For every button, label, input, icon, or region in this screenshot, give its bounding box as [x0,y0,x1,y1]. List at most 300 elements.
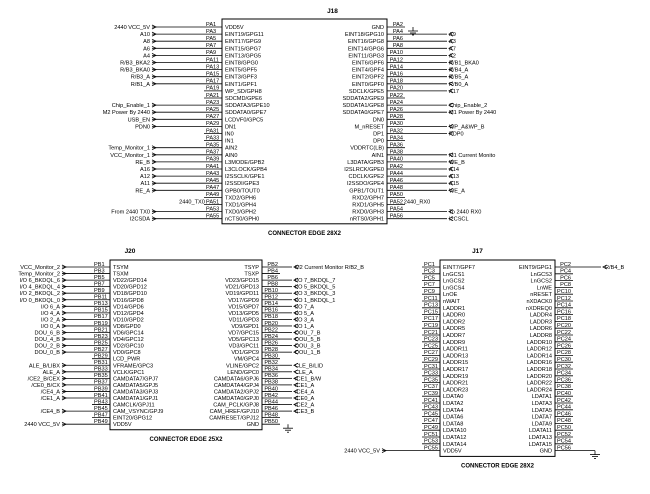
pin-signal: LDATA5 [531,407,552,414]
pin-number: PB12 [264,294,278,301]
pin-signal: LADDR9 [443,339,466,346]
pin-signal: EINT3/GPF3 [225,74,258,81]
net-label: From 2440 TX0 [111,209,150,216]
pin-signal: EINT0/GPF0 [351,81,384,88]
pin-signal: RXD1/GPH5 [352,202,384,209]
net-label: I/O 7_A [295,304,314,311]
pin-number: PB6 [267,274,278,281]
pin-number: PC30 [557,357,571,363]
net-label: /CE1_A [40,396,60,402]
pin-signal: EINT15/GPG7 [225,46,262,53]
pin-signal: TXD1/GPH4 [225,202,257,209]
pin-signal: LADDR21 [443,380,469,387]
pin-number: PA49 [206,192,220,199]
pin-signal: LDATA13 [528,435,552,441]
pin-number: PA54 [389,206,403,213]
net-label: /CE1_B/W [295,376,322,383]
pin-signal: EINT13/GPG5 [225,53,262,60]
pin-signal: AIN2 [225,145,238,152]
pin-number: PB4 [267,268,278,275]
pin-signal: LADDR23 [443,387,469,394]
pin-signal: EINT1/GPF1 [225,81,258,88]
pin-number: PB18 [264,314,278,321]
net-label: /CE3_B [295,409,315,416]
pin-signal: LDATA6 [443,414,464,421]
net-label: /CE0_A [295,396,315,402]
pin-signal: VD21/GPD13 [225,284,259,291]
pin-number: PC20 [557,323,571,329]
pin-signal: VD5/GPC13 [228,337,259,344]
pin-number: PA55 [206,213,220,220]
pin-signal: VD8/GPD0 [113,323,141,330]
pin-number: PC39 [424,391,438,397]
net-label: R/B4_A [449,67,469,74]
pin-number: PC7 [424,282,435,289]
net-label: A7 [449,46,456,53]
pin-number: PB29 [94,353,108,360]
net-label: /CE4_A [295,389,315,396]
pin-number: PA52 [389,199,403,206]
pin-signal: LADDR20 [526,373,552,380]
net-label: DOU_6_B [34,330,60,337]
pin-number: PC52 [557,431,571,438]
pin-number: PB43 [94,399,108,406]
pin-signal: VD3/GPC11 [228,343,259,350]
pin-signal: SDCMD/GPE6 [225,96,262,102]
pin-signal: SDDATA0/GPE7 [342,110,384,117]
net-label: DOU_2_B [34,343,60,350]
pin-signal: M_nRESET [354,124,384,131]
net-label: A13 [449,174,459,181]
net-label: R/B3_BKA0 [120,67,150,74]
net-label: I/O 2_A [41,317,60,324]
net-label: A8 [143,39,150,46]
pin-number: PC22 [557,329,571,336]
net-label: I/O 5_A [295,310,314,317]
net-label: DOU_5_B [295,337,321,344]
net-label: Chip_Enable_2 [449,103,488,110]
net-label: WP_A&WP_B [449,124,485,131]
pin-number: PC41 [424,397,438,404]
pin-signal: LADDR13 [443,353,469,360]
net-label: R/B3_A [130,74,150,81]
pin-number: PA16 [389,71,403,78]
pin-number: PB8 [267,281,278,288]
pin-number: PA56 [389,213,403,220]
pin-signal: LADDR14 [526,353,552,360]
net-label: I/O 5_BKDQL_5 [295,284,336,291]
pin-number: PC36 [557,377,571,384]
pin-number: PA44 [389,170,403,177]
pin-signal: L3MODE/GPB2 [225,159,265,166]
pin-signal: LEND/GPC0 [227,369,259,376]
pin-signal: TSXM [113,271,129,278]
pin-signal: CAMCLK/GPJ11 [113,402,155,409]
pin-number: PA36 [389,142,403,149]
net-label: M2 Power By 2440 [102,110,150,117]
net-label: Chip_Enable_1 [111,103,150,110]
pin-signal: EINT16/GPG8 [347,39,384,46]
pin-signal: GND [539,448,552,455]
pin-number: PB36 [264,373,278,380]
pin-number: PC51 [424,431,438,438]
net-label: I/O 3_A [295,317,314,324]
pin-number: PB11 [94,294,108,301]
pin-number: PC9 [424,289,435,295]
pin-signal: VD13/GPD5 [228,310,259,317]
pin-number: PB49 [94,419,108,425]
pin-number: PB34 [264,366,278,373]
net-label: A15 [449,181,459,188]
pin-signal: SDDATA1/GPE8 [342,103,384,110]
pin-signal: LDATA11 [528,428,552,435]
net-label: I/O 1_BKDQL_1 [295,297,336,304]
pin-signal: VD0/GPC8 [113,350,141,357]
pin-number: PB33 [94,366,108,373]
net-label: WE_B [449,159,465,166]
net-label: /CE1_A [295,382,315,389]
pin-number: PA51 [206,199,220,206]
pin-signal: LDATA4 [443,407,464,414]
pin-signal: VD2/GPC10 [113,343,144,350]
pin-signal: VDD5V [443,448,462,455]
pin-number: PA46 [389,178,403,184]
net-label: CLE_B/LID [295,363,323,370]
pin-number: PA23 [206,99,220,106]
pin-number: PC43 [424,404,438,411]
pin-signal: VD7/GPC15 [228,330,259,337]
pin-number: PB14 [264,301,278,308]
net-label: M2 Current Monitor R/B2_B [295,265,365,271]
pin-number: PA3 [206,28,217,35]
net-label: Temp_Monitor_1 [108,145,150,152]
net-label: I/O 6_A [41,304,60,311]
pin-number: PB9 [94,288,105,294]
pin-signal: EINT14/GPG6 [347,46,384,53]
pin-number: PA41 [206,163,220,170]
pin-signal: SDCLK/GPE5 [348,88,384,95]
pin-number: PA35 [206,142,220,149]
pin-number: PC2 [560,261,571,268]
net-label: R/B0_A [449,81,469,88]
net-label: DOU_3_B [295,343,321,350]
pin-number: PA43 [206,170,220,177]
pin-signal: VD20/GPD12 [113,284,147,291]
pin-number: PA6 [392,36,403,42]
net-label: I/O 0_A [41,323,60,330]
pin-signal: LADDR10 [526,339,552,346]
pin-signal: TSYM [113,265,129,271]
pin-number: PB1 [94,261,105,268]
connector-j20 [18,248,364,443]
pin-number: PB39 [94,386,108,393]
pin-number: PA47 [206,185,220,192]
pin-number: PC1 [424,261,435,268]
pin-number: PC19 [424,323,438,329]
pin-number: PC12 [557,295,571,302]
pin-signal: nXDREQ0 [525,305,552,312]
j18-ref: J18 [327,8,338,15]
pin-number: PC24 [557,336,571,343]
pin-number: PC27 [424,350,438,357]
net-label: DOU_0_B [34,350,60,357]
pin-number: PB26 [264,340,278,347]
pin-number: PC28 [557,350,571,357]
bus-label: 2440_RX0 [403,199,431,206]
pin-number: PA21 [206,92,220,99]
pin-number: PB23 [94,333,108,340]
pin-signal: LnGCS4 [443,285,465,292]
net-label: WE_A [449,188,465,195]
pin-signal: VD1/GPC9 [231,350,259,357]
pin-number: PB46 [264,405,278,412]
pin-number: PA17 [206,78,220,85]
pin-signal: CAMDATA5/GPJ5 [113,382,159,389]
pin-number: PA7 [206,43,217,50]
pin-signal: L3DATA/GPB3 [347,159,384,166]
net-label: VCC_Monitor_2 [20,265,60,271]
pin-signal: EINT20/GPG12 [113,415,153,422]
pin-signal: SDDATA3/GPE10 [225,103,270,110]
pin-signal: LADDR6 [529,326,552,333]
pin-number: PC33 [424,370,438,377]
pin-signal: LADDR18 [526,367,552,373]
pin-signal: VD10/GPD2 [113,317,144,324]
pin-signal: VD22/GPD14 [113,278,147,285]
j17-ref: J17 [472,248,483,255]
pin-number: PA31 [206,128,220,135]
pin-number: PC45 [424,411,438,418]
pin-number: PA9 [206,50,217,57]
pin-number: PC49 [424,425,438,431]
pin-number: PC21 [424,329,438,336]
net-label: R/B5_A [449,74,469,81]
pin-signal: CAMDATA2/GPJ2 [213,389,259,396]
net-label: /CE2_A [295,402,315,409]
pin-number: PA38 [389,149,403,156]
pin-number: PC37 [424,384,438,391]
pin-signal: CAMDATA4/GPJ4 [213,382,259,389]
net-label: I/O 4_BKDQL_4 [19,284,60,291]
pin-signal: CAM_VSYNC/GPJ9 [113,409,164,416]
net-label: /CE4_A [40,389,60,396]
pin-signal: CAMDATA7/GPJ7 [113,376,159,383]
net-label: ALE_A [42,369,60,376]
net-label: R/B3_BKA2 [120,60,150,67]
pin-signal: VD12/GPD4 [113,310,144,317]
connector-j17 [344,248,624,469]
pin-number: PA25 [206,107,220,113]
pin-signal: TSYP [244,265,259,271]
pin-signal: VD11/GPD3 [228,317,259,324]
pin-signal: TXD0/GPH2 [225,209,257,216]
net-label: A10 [140,32,150,39]
net-label: I/O 6_BKDQL_6 [19,278,60,285]
net-label: R/B4_B [605,265,625,271]
pin-signal: DP1 [373,131,384,138]
pin-signal: LnGCS1 [443,271,465,278]
net-label: PDP0 [449,131,464,138]
net-label: DOU_7_B [295,330,321,337]
pin-signal: nWAIT [443,299,460,305]
pin-number: PC5 [424,275,435,282]
pin-number: PC13 [424,302,438,309]
pin-signal: VFRAME/GPC3 [113,363,154,370]
net-label: R/B1_BKA0 [449,60,479,67]
pin-number: PA40 [389,156,403,163]
pin-number: PA27 [206,114,220,121]
pin-signal: AIN0 [225,152,238,159]
pin-number: PB48 [264,412,278,419]
pin-number: PA22 [389,92,403,99]
net-label: A9 [449,32,456,39]
pin-number: PC56 [557,445,571,452]
pin-number: PC17 [424,316,438,323]
net-label: A2 [449,53,456,60]
pin-number: PA45 [206,178,220,184]
pin-signal: LDATA12 [443,435,467,441]
pin-number: PB7 [94,281,105,288]
pin-signal: LADDR4 [529,312,552,319]
j17-title: CONNECTOR EDGE 28X2 [461,463,534,470]
pin-number: PC55 [424,445,438,452]
net-label: M1 Power By 2440 [449,110,497,117]
pin-signal: LADDR16 [526,360,552,367]
net-label: 2440 VCC_5V [114,25,150,31]
pin-signal: LnGCS2 [530,278,552,285]
pin-number: PA30 [389,121,403,128]
pin-number: PB15 [94,307,108,314]
pin-signal: RXD0/GPH3 [352,209,384,216]
pin-signal: EINT6/GPF6 [351,60,384,67]
pin-number: PA12 [389,57,403,64]
pin-signal: I2SSCLK/GPE1 [225,174,265,181]
pin-signal: LnOE [443,292,458,299]
pin-number: PB42 [264,392,278,399]
pin-number: PB13 [94,301,108,308]
pin-number: PA24 [389,99,403,106]
pin-signal: LDATA8 [443,421,464,428]
net-label: 2440 VCC_5V [344,448,380,455]
pin-signal: LADDR8 [529,333,552,339]
pin-number: PB47 [94,412,108,419]
pin-signal: EINT2/GPF2 [351,74,384,81]
pin-number: PC32 [557,363,571,370]
pin-signal: LADDR24 [526,387,552,394]
pin-signal: LADDR22 [526,380,552,387]
pin-number: PC53 [424,438,438,445]
pin-signal: nRTS0/GPH1 [349,216,384,223]
pin-number: PB30 [264,353,278,360]
pin-number: PB41 [94,392,108,399]
net-label: A14 [449,167,459,173]
pin-number: PC31 [424,363,438,370]
net-label: /CE0_B/CX [31,382,60,389]
pin-number: PA4 [392,28,403,35]
pin-number: PB5 [94,274,105,281]
pin-number: PC44 [557,404,571,411]
pin-number: PB37 [94,379,108,386]
pin-number: PA28 [389,114,403,121]
pin-number: PA1 [206,21,217,28]
pin-number: PB21 [94,327,108,334]
pin-number: PB17 [94,314,108,321]
pin-number: PA32 [389,128,403,135]
pin-signal: LDATA10 [443,428,467,435]
net-label: A6 [143,46,150,53]
net-label: I/O 3_BKDQL_3 [295,291,336,298]
pin-signal: LDATA3 [531,401,552,407]
j18-title: CONNECTOR EDGE 28X2 [268,230,341,237]
pin-number: PC23 [424,336,438,343]
pin-number: PA39 [206,156,220,163]
pin-signal: VD9/GPD1 [231,323,259,330]
pin-number: PB45 [94,405,108,412]
pin-signal: EINT4/GPF4 [351,67,384,74]
pin-signal: DN1 [225,124,237,131]
pin-signal: LADDR2 [443,319,466,326]
pin-number: PA18 [389,78,403,85]
pin-number: PC48 [557,418,571,425]
pin-signal: VD17/GPD9 [228,297,259,304]
pin-signal: LDATA9 [531,421,552,428]
pin-number: PC29 [424,357,438,363]
net-label: I/O 1_A [295,323,314,330]
net-label: Temp_Monitor_2 [18,271,60,278]
pin-number: PA53 [206,206,220,213]
pin-signal: VD15/GPD7 [228,304,259,311]
pin-signal: EINT18/GPG10 [344,32,384,39]
pin-number: PC11 [424,295,438,302]
pin-number: PC34 [557,370,571,377]
net-label: I/O 2_BKDQL_2 [19,291,60,298]
pin-signal: VD23/GPD15 [225,278,259,285]
pin-signal: SDDATA2/GPE9 [342,96,384,102]
pin-signal: EINT17/GPG9 [225,39,262,46]
pin-number: PC42 [557,397,571,404]
pin-signal: LADDR7 [443,333,466,339]
pin-signal: DP0 [373,138,384,145]
connector-j18 [103,8,497,237]
pin-number: PA8 [392,43,403,50]
pin-number: PB32 [264,360,278,367]
net-label: CLE_A [295,369,313,376]
pin-number: PB22 [264,327,278,334]
pin-signal: LADDR0 [443,312,466,319]
pin-signal: EINT8/GPG0 [225,60,258,67]
pin-signal: VCLK/GPC1 [113,369,145,376]
pin-number: PC35 [424,377,438,384]
net-label: 2440 VCC_5V [24,422,60,429]
pin-number: PA34 [389,135,403,142]
pin-number: PA42 [389,163,403,170]
pin-number: PC16 [557,309,571,316]
pin-number: PB19 [94,320,108,327]
pin-signal: LADDR12 [526,346,552,353]
pin-number: PA29 [206,121,220,128]
pin-number: PA37 [206,149,220,156]
pin-signal: CAM_PCLK/GPJ8 [213,402,259,409]
pin-number: PB2 [267,261,278,268]
pin-number: PC50 [557,425,571,431]
pin-number: PB25 [94,340,108,347]
pin-signal: LADDR15 [443,360,469,367]
pin-signal: LnGCS2 [443,278,465,285]
pin-number: PB40 [264,386,278,393]
net-label: To 2440 RX0 [449,209,482,216]
pin-number: PB10 [264,288,278,294]
net-label: I2CSDA [129,216,150,223]
